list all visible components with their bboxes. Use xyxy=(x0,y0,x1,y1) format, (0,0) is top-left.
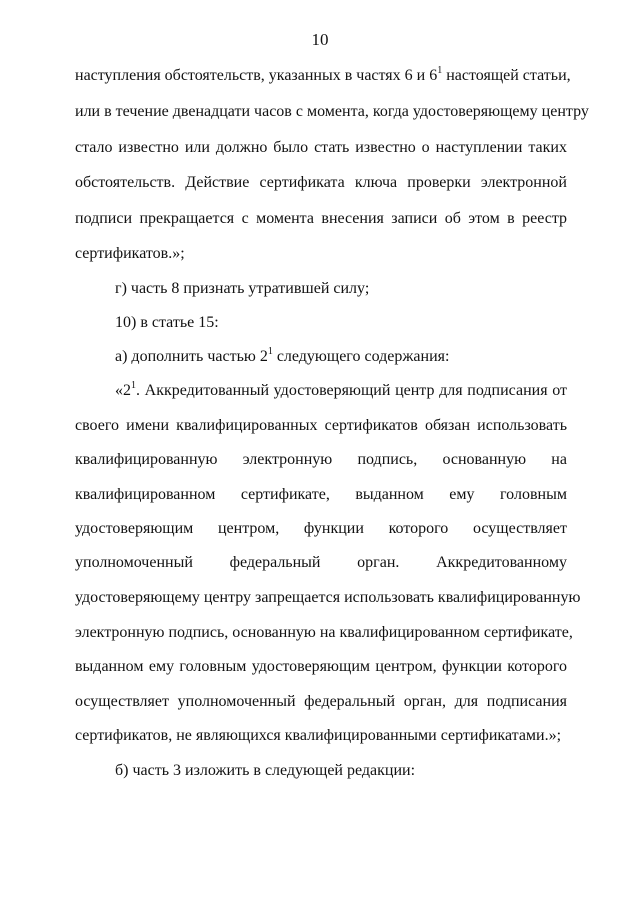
text-fragment: настоящей статьи, xyxy=(442,67,571,84)
text-fragment: а) дополнить частью 2 xyxy=(115,348,268,365)
word: орган. xyxy=(357,554,400,571)
text-line: б) часть 3 изложить в следующей редакции: xyxy=(115,762,416,779)
text-line: своего имени квалифицированных сертификатов обязан использовать xyxy=(75,417,567,434)
text-line xyxy=(75,553,567,573)
text-fragment: «2 xyxy=(115,382,131,399)
text-line: г) часть 8 признать утратившей силу; xyxy=(115,280,370,297)
word: ему xyxy=(449,486,475,503)
text-line: сертификатов, не являющихся квалифицированными сертификатами.»; xyxy=(75,727,562,744)
text-fragment: наступления обстоятельств, указанных в частях 6 и 6 xyxy=(75,67,438,84)
text-line: сертификатов.»; xyxy=(75,245,185,262)
word: квалифицированном xyxy=(75,486,216,503)
word: головным xyxy=(500,486,567,503)
text-line: выданном ему головным удостоверяющим центром, функции которого xyxy=(75,658,567,675)
text-line: удостоверяющему центру запрещается использовать квалифицированную xyxy=(75,589,581,606)
word: которого xyxy=(388,520,449,537)
text-line: 10) в статье 15: xyxy=(115,314,219,331)
word: электронную xyxy=(242,451,333,468)
text-line: или в течение двенадцати часов с момента, когда удостоверяющему центру xyxy=(75,103,589,120)
superscript: 1 xyxy=(437,65,443,76)
text-line xyxy=(75,450,567,470)
text-line xyxy=(75,65,571,86)
text-line xyxy=(115,381,567,401)
text-line xyxy=(75,519,567,539)
word: выданном xyxy=(355,486,424,503)
text-fragment: . Аккредитованный удостоверяющий центр для подписания от xyxy=(136,382,567,399)
word: федеральный xyxy=(229,554,321,571)
word: удостоверяющим xyxy=(75,520,194,537)
word: осуществляет xyxy=(472,520,567,537)
word: функции xyxy=(303,520,364,537)
text-line: подписи прекращается с момента внесения записи об этом в реестр xyxy=(75,210,567,227)
text-line xyxy=(75,485,567,505)
word: Аккредитованному xyxy=(436,554,567,571)
text-line: электронную подпись, основанную на квалифицированном сертификате, xyxy=(75,624,573,641)
page-number: 10 xyxy=(311,30,329,49)
text-line xyxy=(115,347,449,367)
superscript: 1 xyxy=(131,380,136,391)
text-line: осуществляет уполномоченный федеральный орган, для подписания xyxy=(75,693,567,710)
word: сертификате, xyxy=(240,486,330,503)
superscript: 1 xyxy=(267,346,273,357)
text-fragment: следующего содержания: xyxy=(272,348,450,365)
word: основанную xyxy=(442,451,527,468)
word: уполномоченный xyxy=(75,554,193,571)
word: квалифицированную xyxy=(75,451,218,468)
word: подпись, xyxy=(357,451,418,468)
text-line: обстоятельств. Действие сертификата ключа проверки электронной xyxy=(75,174,567,191)
word: на xyxy=(551,451,567,468)
text-line: стало известно или должно было стать известно о наступлении таких xyxy=(75,139,567,156)
word: центром, xyxy=(217,520,280,537)
